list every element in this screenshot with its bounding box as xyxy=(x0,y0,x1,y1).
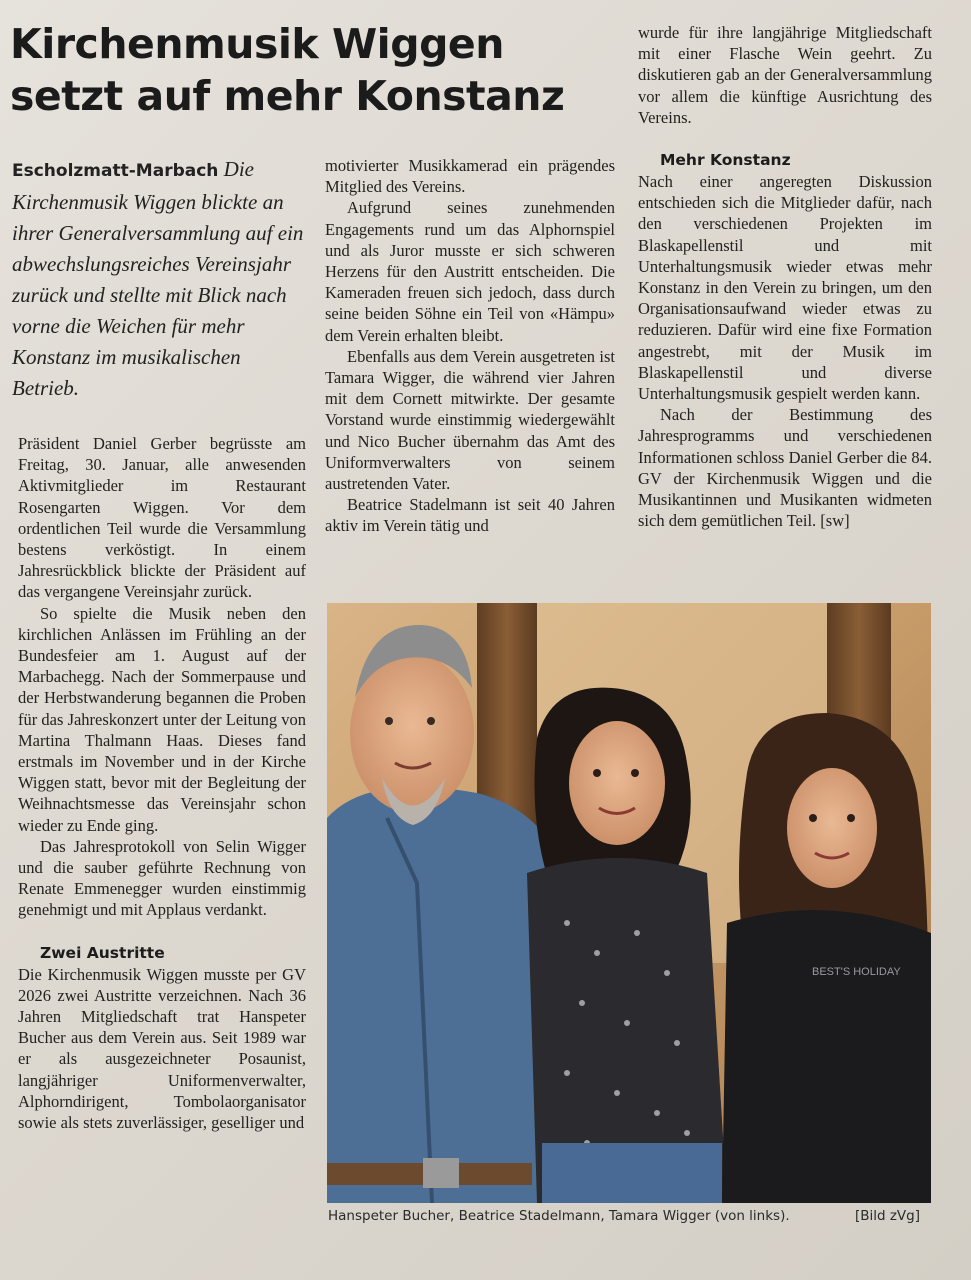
paragraph: Ebenfalls aus dem Verein ausgetreten ist Tamara Wigger, die während vier Jahren mit dem Cornett mitwirkte. Der gesamte Vorstand wurde einstimmig wiedergewählt und Nico Bucher übernahm das Amt des Uniformverwalters von seinem austretenden Vater. xyxy=(325,346,615,494)
paragraph: Nach einer angeregten Diskussion entschieden sich die Mitglieder dafür, nach den verschiedenen Projekten im Blaskapellenstil und mit Unterhaltungsmusik wieder etwas mehr Konstanz in den Verein zu bringen, um den Organisationsaufwand wieder etwas zu reduzieren. Dafür wird eine fixe Formation angestrebt, mit der Musik im Blaskapellenstil und diverse Unterhaltungsmusik gespielt werden kann. xyxy=(638,172,932,404)
group-photo xyxy=(327,603,931,1203)
dateline-location: Escholzmatt-Marbach xyxy=(12,161,219,181)
article-headline: Kirchenmusik Wiggen setzt auf mehr Konstanz xyxy=(10,20,565,120)
photo-caption xyxy=(328,1208,928,1224)
paragraph: So spielte die Musik neben den kirchlichen Anlässen im Frühling an der Bundesfeier am 1. August auf der Marbachegg. Nach der Sommerpause und der Herbstwanderung begannen die Proben für das Jahreskonzert unter der Leitung von Martina Thalmann Haas. Dieses fand erstmals im November und in der Kirche Wiggen statt, bevor mit der Begleitung der Weihnachtsmesse das Vereinsjahr schon wieder zu Ende ging. xyxy=(18,603,306,835)
shirt-print-text: BEST'S HOLIDAY xyxy=(812,966,901,978)
paragraph: Die Kirchenmusik Wiggen musste per GV 2026 zwei Austritte verzeichnen. Nach 36 Jahren Mitgliedschaft trat Hanspeter Bucher aus dem Verein aus. Seit 1989 war er als ausgezeichneter Posaunist, langjähriger Uniformenverwalter, Alphorndirigent, Tombolaorganisator sowie als stets zuverlässiger, geselliger und xyxy=(18,964,306,1133)
column-2 xyxy=(325,155,615,537)
photo-credit: [Bild zVg] xyxy=(854,1208,920,1224)
lead-text: Die Kirchenmusik Wiggen blickte an ihrer Generalversammlung auf ein abwechslungsreiches Vereinsjahr zurück und stellte mit Blick nach vorne die Weichen für mehr Konstanz im musikalischen Betrieb. xyxy=(12,157,304,400)
paragraph: Das Jahresprotokoll von Selin Wigger und die sauber geführte Rechnung von Renate Emmenegger wurden einstimmig genehmigt und mit Applaus verdankt. xyxy=(18,836,306,920)
subheading-austritte: Zwei Austritte xyxy=(40,943,165,962)
column-1 xyxy=(18,433,306,1133)
column-3 xyxy=(638,22,932,531)
paragraph: motivierter Musikkamerad ein prägendes Mitglied des Vereins. xyxy=(325,156,615,197)
paragraph: wurde für ihre langjährige Mitgliedschaft mit einer Flasche Wein geehrt. Zu diskutieren gab an der Generalversammlung vor allem die künftige Ausrichtung des Vereins. xyxy=(638,23,932,127)
paragraph: Beatrice Stadelmann ist seit 40 Jahren aktiv im Verein tätig und xyxy=(325,495,615,536)
paragraph: Präsident Daniel Gerber begrüsste am Freitag, 30. Januar, alle anwesenden Aktivmitglieder im Restaurant Rosengarten Wiggen. Vor dem ordentlichen Teil wurde die Versammlung bestens verköstigt. In einem Jahresrückblick blickte der Präsident auf das vergangene Vereinsjahr zurück. xyxy=(18,434,306,602)
caption-text: Hanspeter Bucher, Beatrice Stadelmann, Tamara Wigger (von links). xyxy=(328,1208,790,1224)
paragraph: Nach der Bestimmung des Jahresprogramms und verschiedenen Informationen schloss Daniel Gerber die 84. GV der Kirchenmusik Wiggen und die Musikantinnen und Musikanten widmeten sich dem gemütlichen Teil. [sw] xyxy=(638,405,932,531)
subheading-konstanz: Mehr Konstanz xyxy=(660,151,791,170)
article-lead xyxy=(12,154,308,404)
paragraph: Aufgrund seines zunehmenden Engagements rund um das Alphornspiel und als Juror musste er sich schweren Herzens für den Austritt entscheiden. Die Kameraden freuen sich jedoch, dass durch seine beiden Söhne ein Teil von «Hämpu» dem Verein erhalten bleibt. xyxy=(325,198,615,345)
